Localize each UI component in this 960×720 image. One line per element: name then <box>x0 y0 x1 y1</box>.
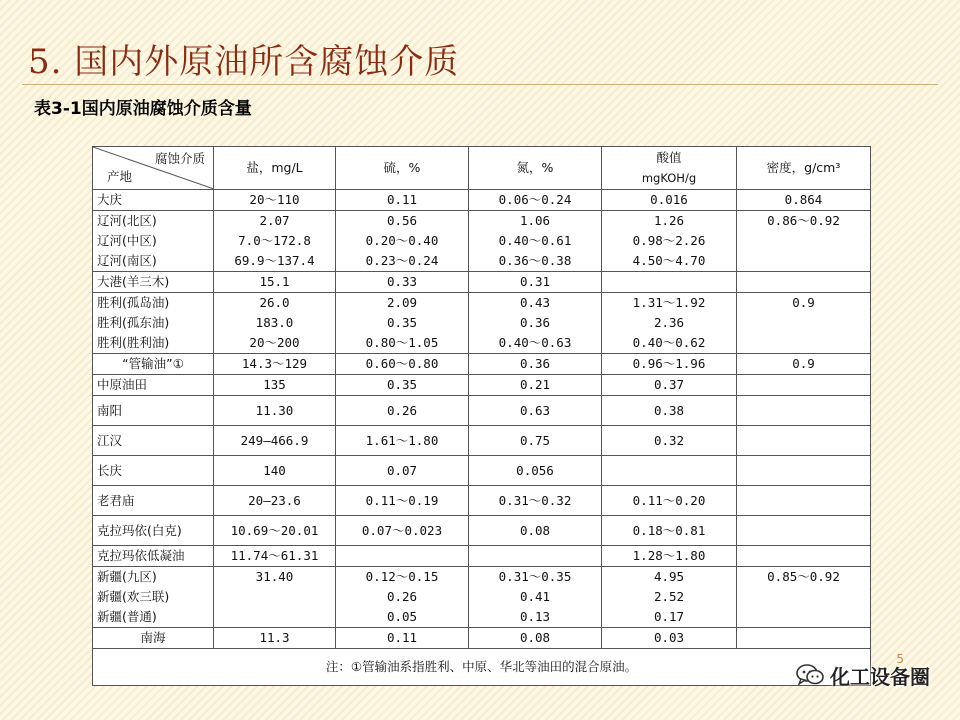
watermark-text: 化工设备圈 <box>830 664 930 689</box>
nitrogen-line: 0.31～0.35 <box>498 569 572 584</box>
nitrogen-cell: 0.75 <box>469 426 602 456</box>
nitrogen-line: 1.06 <box>519 213 551 228</box>
sulfur-cell: 0.11 <box>336 628 469 649</box>
note-row <box>93 649 871 686</box>
origin-cell <box>93 567 214 628</box>
sulfur-line: 2.09 <box>386 295 418 310</box>
density-cell: 0.9 <box>737 354 871 375</box>
acid-cell: 0.96～1.96 <box>602 354 737 375</box>
acid-cell: 0.37 <box>602 375 737 396</box>
nitrogen-line: 0.40～0.61 <box>498 233 572 248</box>
origin-cell: 大庆 <box>93 190 214 211</box>
nitrogen-cell <box>469 567 602 628</box>
sulfur-line: 0.12～0.15 <box>365 569 439 584</box>
sulfur-cell: 0.11～0.19 <box>336 486 469 516</box>
salt-cell: 11.3 <box>214 628 336 649</box>
origin-cell: 克拉玛依(白克) <box>93 516 214 546</box>
sulfur-line: 0.05 <box>386 609 418 624</box>
acid-cell: 0.016 <box>602 190 737 211</box>
acid-cell: 0.32 <box>602 426 737 456</box>
table-row <box>93 396 871 426</box>
header-diagonal-cell <box>93 147 214 190</box>
nitrogen-line: 0.40～0.63 <box>498 335 572 350</box>
origin-cell <box>93 211 214 272</box>
density-cell: 0.86～0.92 <box>737 211 871 272</box>
density-cell <box>737 396 871 426</box>
nitrogen-cell: 0.31～0.32 <box>469 486 602 516</box>
origin-cell: 江汉 <box>93 426 214 456</box>
origin-line: 辽河(北区) <box>97 213 157 228</box>
acid-cell: 0.38 <box>602 396 737 426</box>
acid-line: 0.40～0.62 <box>632 335 706 350</box>
sulfur-line: 0.20～0.40 <box>365 233 439 248</box>
table-row <box>93 190 871 211</box>
nitrogen-cell: 0.08 <box>469 628 602 649</box>
sulfur-cell: 0.26 <box>336 396 469 426</box>
density-cell <box>737 546 871 567</box>
nitrogen-line: 0.43 <box>519 295 551 310</box>
header-acid-line1: 酸值 <box>656 150 682 165</box>
acid-line: 4.95 <box>653 569 685 584</box>
sulfur-cell: 0.33 <box>336 272 469 293</box>
acid-cell: 0.18～0.81 <box>602 516 737 546</box>
nitrogen-cell: 0.056 <box>469 456 602 486</box>
origin-cell: 大港(羊三木) <box>93 272 214 293</box>
table-caption: 表3-1国内原油腐蚀介质含量 <box>34 99 252 119</box>
header-origin-label: 产地 <box>107 169 133 184</box>
table-row <box>93 272 871 293</box>
sulfur-cell: 0.35 <box>336 375 469 396</box>
sulfur-cell <box>336 546 469 567</box>
acid-cell: 0.03 <box>602 628 737 649</box>
density-cell <box>737 375 871 396</box>
salt-cell: 10.69～20.01 <box>214 516 336 546</box>
table-row <box>93 516 871 546</box>
acid-line: 2.52 <box>653 589 685 604</box>
origin-cell: 南阳 <box>93 396 214 426</box>
origin-line: 新疆(欢三联) <box>97 589 170 604</box>
nitrogen-line: 0.41 <box>519 589 551 604</box>
origin-line: 胜利(孤岛油) <box>97 295 170 310</box>
nitrogen-cell: 0.63 <box>469 396 602 426</box>
nitrogen-cell <box>469 211 602 272</box>
sulfur-cell: 0.07～0.023 <box>336 516 469 546</box>
density-cell: 0.9 <box>737 293 871 354</box>
table-row <box>93 628 871 649</box>
nitrogen-cell <box>469 293 602 354</box>
sulfur-cell: 0.07 <box>336 456 469 486</box>
sulfur-line: 0.80～1.05 <box>365 335 439 350</box>
nitrogen-cell: 0.21 <box>469 375 602 396</box>
slide-title: 5. 国内外原油所含腐蚀介质 <box>28 42 460 82</box>
table-row <box>93 426 871 456</box>
table-footnote: 注：①管输油系指胜利、中原、华北等油田的混合原油。 <box>93 649 871 686</box>
acid-cell <box>602 293 737 354</box>
acid-line: 0.17 <box>653 609 685 624</box>
origin-cell: 南海 <box>93 628 214 649</box>
nitrogen-cell: 0.06～0.24 <box>469 190 602 211</box>
sulfur-cell <box>336 567 469 628</box>
salt-cell <box>214 211 336 272</box>
salt-cell <box>214 567 336 628</box>
origin-cell <box>93 293 214 354</box>
sulfur-line: 0.56 <box>386 213 418 228</box>
density-cell: 0.864 <box>737 190 871 211</box>
sulfur-line: 0.35 <box>386 315 418 330</box>
salt-cell: 140 <box>214 456 336 486</box>
density-cell <box>737 486 871 516</box>
acid-cell <box>602 456 737 486</box>
origin-line: 新疆(九区) <box>97 569 157 584</box>
origin-cell: 中原油田 <box>93 375 214 396</box>
nitrogen-line: 0.36～0.38 <box>498 253 572 268</box>
salt-line: 2.07 <box>259 213 290 228</box>
header-acid <box>602 147 737 190</box>
acid-line: 4.50～4.70 <box>632 253 706 268</box>
acid-line: 1.31～1.92 <box>632 295 706 310</box>
salt-cell: 20～110 <box>214 190 336 211</box>
watermark <box>796 660 930 690</box>
sulfur-cell <box>336 211 469 272</box>
header-row <box>93 147 871 190</box>
origin-cell: 克拉玛依低凝油 <box>93 546 214 567</box>
header-media-label: 腐蚀介质 <box>154 151 205 166</box>
density-cell <box>737 456 871 486</box>
page-number: 5 <box>896 652 904 666</box>
salt-cell: 20—23.6 <box>214 486 336 516</box>
density-cell <box>737 628 871 649</box>
table-row-group-xinjiang <box>93 567 871 628</box>
table-row <box>93 486 871 516</box>
salt-line: 69.9～137.4 <box>234 253 315 268</box>
salt-cell: 249—466.9 <box>214 426 336 456</box>
origin-cell: “管输油”① <box>93 354 214 375</box>
header-density: 密度，g/cm³ <box>737 147 871 190</box>
origin-line: 胜利(胜利油) <box>97 335 170 350</box>
origin-cell: 长庆 <box>93 456 214 486</box>
sulfur-cell: 1.61～1.80 <box>336 426 469 456</box>
density-cell <box>737 426 871 456</box>
density-cell: 0.85～0.92 <box>737 567 871 628</box>
salt-line: 7.0～172.8 <box>238 233 311 248</box>
nitrogen-line: 0.13 <box>519 609 551 624</box>
wechat-icon <box>796 663 824 687</box>
acid-cell <box>602 272 737 293</box>
salt-cell <box>214 293 336 354</box>
table-row <box>93 375 871 396</box>
origin-line: 辽河(南区) <box>97 253 157 268</box>
salt-cell: 11.74～61.31 <box>214 546 336 567</box>
salt-cell: 11.30 <box>214 396 336 426</box>
origin-line: 辽河(中区) <box>97 233 157 248</box>
acid-line: 1.26 <box>653 213 685 228</box>
header-sulfur: 硫，% <box>336 147 469 190</box>
origin-cell: 老君庙 <box>93 486 214 516</box>
density-cell <box>737 516 871 546</box>
nitrogen-cell: 0.31 <box>469 272 602 293</box>
header-salt: 盐，mg/L <box>214 147 336 190</box>
nitrogen-line: 0.36 <box>519 315 551 330</box>
origin-line: 新疆(普通) <box>97 609 157 624</box>
salt-line: 26.0 <box>259 295 290 310</box>
acid-cell: 0.11～0.20 <box>602 486 737 516</box>
nitrogen-cell <box>469 546 602 567</box>
header-nitrogen: 氮，% <box>469 147 602 190</box>
acid-line: 2.36 <box>653 315 685 330</box>
acid-cell <box>602 567 737 628</box>
table-row <box>93 546 871 567</box>
nitrogen-cell: 0.36 <box>469 354 602 375</box>
header-acid-line2: mgKOH/g <box>641 171 697 185</box>
table-row <box>93 456 871 486</box>
salt-line: 20～200 <box>249 335 300 350</box>
salt-cell: 14.3～129 <box>214 354 336 375</box>
corrosion-media-table <box>92 146 871 686</box>
salt-cell: 135 <box>214 375 336 396</box>
nitrogen-cell: 0.08 <box>469 516 602 546</box>
table-row <box>93 354 871 375</box>
sulfur-cell <box>336 293 469 354</box>
salt-line: 31.40 <box>255 569 294 584</box>
acid-line: 0.98～2.26 <box>632 233 706 248</box>
acid-cell <box>602 211 737 272</box>
origin-line: 胜利(孤东油) <box>97 315 170 330</box>
density-cell <box>737 272 871 293</box>
sulfur-line: 0.23～0.24 <box>365 253 439 268</box>
corrosion-table-container <box>92 146 870 686</box>
table-row-group-shengli <box>93 293 871 354</box>
table-row-group-liaohe <box>93 211 871 272</box>
salt-cell: 15.1 <box>214 272 336 293</box>
sulfur-line: 0.26 <box>386 589 418 604</box>
title-divider <box>22 84 938 85</box>
salt-line: 183.0 <box>255 315 294 330</box>
sulfur-cell: 0.60～0.80 <box>336 354 469 375</box>
acid-cell: 1.28～1.80 <box>602 546 737 567</box>
sulfur-cell: 0.11 <box>336 190 469 211</box>
